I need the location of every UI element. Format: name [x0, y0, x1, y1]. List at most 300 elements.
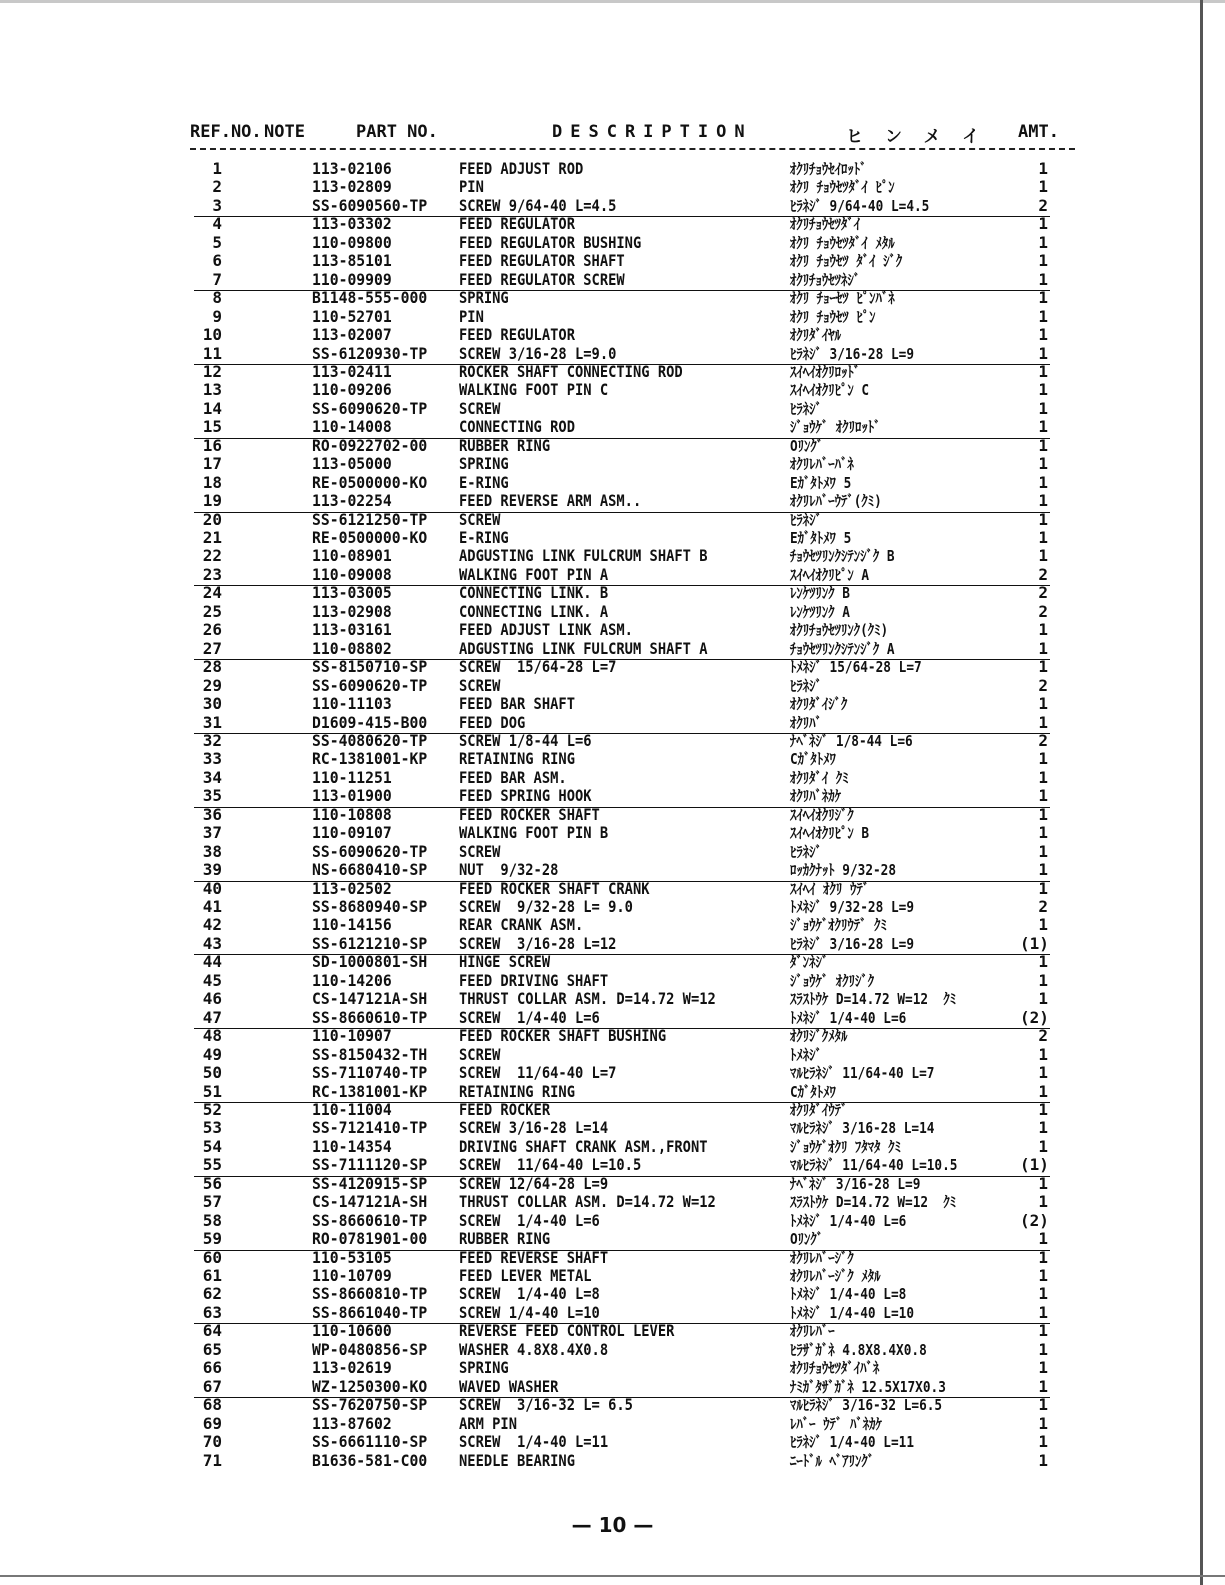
- header-note: NOTE: [264, 122, 305, 142]
- part-number-cell: 110-10907: [312, 1026, 392, 1046]
- amount-cell: 1: [1038, 804, 1048, 824]
- amount-cell: (2): [1020, 1007, 1049, 1027]
- ref-cell: 5: [212, 232, 222, 252]
- description-cell: SCREW: [459, 398, 501, 418]
- kana-name-cell: ｽｲﾍｲ ｵｸﾘ ｳﾃﾞ: [790, 879, 870, 898]
- table-row: [0, 1359, 1225, 1378]
- part-number-cell: SS-7110740-TP: [312, 1063, 428, 1083]
- part-number-cell: 113-02007: [312, 325, 392, 345]
- table-row: [0, 1341, 1225, 1360]
- table-row: [0, 289, 1225, 308]
- part-number-cell: SS-7111120-SP: [312, 1155, 428, 1175]
- kana-name-cell: ﾄﾒﾈｼﾞ 1/4-40 L=6: [790, 1008, 907, 1027]
- part-number-cell: 110-08802: [312, 638, 392, 658]
- description-cell: SPRING: [459, 1358, 509, 1378]
- description-cell: SCREW: [459, 841, 501, 861]
- ref-cell: 58: [202, 1210, 222, 1230]
- ref-cell: 42: [202, 915, 222, 935]
- kana-name-cell: ｵｸﾘ ﾁｮｳｾﾂ ﾀﾞｲ ｼﾞｸ: [790, 252, 903, 271]
- table-row: [0, 363, 1225, 382]
- group-separator: [194, 438, 1050, 439]
- table-row: [0, 566, 1225, 585]
- part-number-cell: SS-8680940-SP: [312, 897, 428, 916]
- description-cell: PIN: [459, 306, 484, 326]
- kana-name-cell: ｵｸﾘﾁｮｳｾｲﾛｯﾄﾞ: [790, 160, 867, 178]
- ref-cell: 16: [202, 435, 222, 455]
- kana-name-cell: ﾏﾙﾋﾗﾈｼﾞ 11/64-40 L=10.5: [790, 1156, 958, 1175]
- table-row: [0, 474, 1225, 493]
- ref-cell: 15: [202, 417, 222, 437]
- description-cell: SCREW 9/32-28 L= 9.0: [459, 897, 633, 916]
- kana-name-cell: ﾚﾝｹﾂﾘﾝｸ A: [790, 602, 850, 621]
- kana-name-cell: ﾆｰﾄﾞﾙ ﾍﾞｱﾘﾝｸﾞ: [790, 1451, 875, 1470]
- header-refno: REF.NO.: [190, 122, 262, 142]
- amount-cell: 2: [1038, 601, 1048, 621]
- table-row: [0, 1175, 1225, 1194]
- kana-name-cell: ｼﾞｮｳｹﾞ ｵｸﾘﾛｯﾄﾞ: [790, 418, 881, 437]
- table-row: [0, 861, 1225, 880]
- amount-cell: 1: [1038, 712, 1048, 732]
- group-separator: [194, 881, 1050, 882]
- amount-cell: 1: [1038, 398, 1048, 418]
- amount-cell: 1: [1038, 528, 1048, 547]
- part-number-cell: 110-09008: [312, 564, 392, 584]
- table-row: [0, 1396, 1225, 1415]
- description-cell: FEED ADJUST LINK ASM.: [459, 620, 633, 640]
- group-separator: [194, 659, 1050, 660]
- group-separator: [194, 1250, 1050, 1251]
- amount-cell: 1: [1038, 343, 1048, 363]
- part-number-cell: SS-6090560-TP: [312, 195, 428, 215]
- kana-name-cell: ｵｸﾘﾁｮｳｾﾂﾘﾝｸ(ｸﾐ): [790, 621, 889, 640]
- part-number-cell: 113-03005: [312, 583, 392, 603]
- kana-name-cell: ﾋﾗﾈｼﾞ: [790, 842, 822, 861]
- ref-cell: 33: [202, 749, 222, 769]
- description-cell: FEED BAR SHAFT: [459, 694, 575, 714]
- part-number-cell: SS-6090620-TP: [312, 675, 428, 695]
- part-number-cell: SD-1000801-SH: [312, 952, 428, 972]
- kana-name-cell: ｵｸﾘ ﾁｮｳｾﾂﾀﾞｲ ﾋﾟﾝ: [790, 178, 895, 197]
- table-row: [0, 640, 1225, 659]
- ref-cell: 49: [202, 1044, 222, 1064]
- table-row: [0, 1378, 1225, 1397]
- amount-cell: 1: [1038, 989, 1048, 1009]
- kana-name-cell: ﾏﾙﾋﾗﾈｼﾞ 11/64-40 L=7: [790, 1064, 935, 1083]
- table-row: [0, 1249, 1225, 1268]
- amount-cell: 1: [1038, 1099, 1048, 1119]
- amount-cell: 1: [1038, 306, 1048, 326]
- part-number-cell: 110-09206: [312, 380, 392, 400]
- ref-cell: 9: [212, 306, 222, 326]
- ref-cell: 47: [202, 1007, 222, 1027]
- description-cell: ROCKER SHAFT CONNECTING ROD: [459, 361, 683, 381]
- kana-name-cell: ｵｸﾘﾀﾞｲ ｸﾐ: [790, 768, 849, 787]
- kana-name-cell: ｵｸﾘﾚﾊﾞｰｳﾃﾞ(ｸﾐ): [790, 492, 882, 511]
- ref-cell: 45: [202, 970, 222, 990]
- kana-name-cell: ｵｸﾘﾊﾞﾈｶｹ: [790, 787, 842, 806]
- ref-cell: 21: [202, 528, 222, 547]
- amount-cell: 1: [1038, 1081, 1048, 1101]
- description-cell: REAR CRANK ASM.: [459, 915, 584, 935]
- table-row: [0, 603, 1225, 622]
- table-row: [0, 234, 1225, 253]
- table-row: [0, 547, 1225, 566]
- part-number-cell: 113-02411: [312, 361, 392, 381]
- kana-name-cell: Oﾘﾝｸﾞ: [790, 1230, 824, 1249]
- part-number-cell: 110-14206: [312, 970, 392, 990]
- table-row: [0, 1138, 1225, 1157]
- kana-name-cell: ｵｸﾘﾀﾞｲﾔﾙ: [790, 326, 842, 345]
- description-cell: SCREW: [459, 1044, 501, 1064]
- amount-cell: 1: [1038, 1284, 1048, 1304]
- part-number-cell: SS-6120930-TP: [312, 343, 428, 363]
- part-number-cell: RE-0500000-KO: [312, 472, 428, 492]
- part-number-cell: 110-11103: [312, 694, 392, 714]
- group-separator: [194, 1176, 1050, 1177]
- part-number-cell: 113-05000: [312, 454, 392, 474]
- table-row: [0, 215, 1225, 234]
- description-cell: SCREW 12/64-28 L=9: [459, 1173, 609, 1193]
- part-number-cell: 110-11004: [312, 1099, 392, 1119]
- description-cell: FEED REGULATOR BUSHING: [459, 232, 642, 252]
- table-row: [0, 806, 1225, 825]
- header-kana: ヒンメイ: [846, 127, 1002, 147]
- description-cell: RUBBER RING: [459, 435, 551, 455]
- part-number-cell: 113-03302: [312, 214, 392, 234]
- amount-cell: 1: [1038, 1376, 1048, 1396]
- part-number-cell: 110-14008: [312, 417, 392, 437]
- part-number-cell: B1148-555-000: [312, 288, 428, 308]
- amount-cell: 2: [1038, 675, 1048, 695]
- part-number-cell: RE-0500000-KO: [312, 528, 428, 547]
- ref-cell: 65: [202, 1339, 222, 1359]
- table-row: [0, 1101, 1225, 1120]
- part-number-cell: SS-4120915-SP: [312, 1173, 428, 1193]
- ref-cell: 62: [202, 1284, 222, 1304]
- ref-cell: 26: [202, 620, 222, 640]
- ref-cell: 7: [212, 269, 222, 289]
- amount-cell: 1: [1038, 749, 1048, 769]
- description-cell: SCREW 9/64-40 L=4.5: [459, 195, 617, 215]
- kana-name-cell: ﾋﾗｻﾞｶﾞﾈ 4.8X8.4X0.8: [790, 1340, 927, 1359]
- kana-name-cell: ｵｸﾘﾚﾊﾞｰｼﾞｸ ﾒﾀﾙ: [790, 1267, 881, 1285]
- part-number-cell: SS-6121250-TP: [312, 509, 428, 529]
- table-row: [0, 1046, 1225, 1065]
- amount-cell: 1: [1038, 620, 1048, 640]
- amount-cell: 1: [1038, 638, 1048, 658]
- description-cell: SCREW 1/4-40 L=6: [459, 1210, 600, 1230]
- amount-cell: 2: [1038, 897, 1048, 916]
- kana-name-cell: ﾛｯｶｸﾅｯﾄ 9/32-28: [790, 861, 897, 880]
- part-number-cell: 113-85101: [312, 251, 392, 271]
- description-cell: ADGUSTING LINK FULCRUM SHAFT B: [459, 546, 708, 566]
- kana-name-cell: ﾄﾒﾈｼﾞ 1/4-40 L=8: [790, 1285, 907, 1304]
- amount-cell: 1: [1038, 841, 1048, 861]
- table-row: [0, 1433, 1225, 1452]
- table-row: [0, 787, 1225, 806]
- ref-cell: 29: [202, 675, 222, 695]
- description-cell: THRUST COLLAR ASM. D=14.72 W=12: [459, 1192, 716, 1212]
- amount-cell: 1: [1038, 417, 1048, 437]
- kana-name-cell: ｵｸﾘﾀﾞｲｼﾞｸ: [790, 695, 848, 714]
- ref-cell: 61: [202, 1266, 222, 1285]
- table-row: [0, 732, 1225, 751]
- amount-cell: 1: [1038, 1136, 1048, 1156]
- description-cell: NUT 9/32-28: [459, 860, 559, 880]
- table-row: [0, 990, 1225, 1009]
- kana-name-cell: ｽﾗｽﾄｳｹ D=14.72 W=12 ｸﾐ: [790, 990, 957, 1009]
- description-cell: ARM PIN: [459, 1413, 517, 1433]
- header-description: DESCRIPTION: [552, 122, 753, 142]
- description-cell: SCREW 11/64-40 L=10.5: [459, 1155, 642, 1175]
- description-cell: WAVED WASHER: [459, 1376, 559, 1396]
- kana-name-cell: ﾋﾗﾈｼﾞ 9/64-40 L=4.5: [790, 196, 930, 215]
- table-row: [0, 935, 1225, 954]
- description-cell: RETAINING RING: [459, 1081, 575, 1101]
- group-separator: [194, 954, 1050, 955]
- ref-cell: 32: [202, 730, 222, 750]
- description-cell: ADGUSTING LINK FULCRUM SHAFT A: [459, 638, 708, 658]
- table-row: [0, 824, 1225, 843]
- ref-cell: 28: [202, 657, 222, 677]
- group-separator: [194, 364, 1050, 365]
- ref-cell: 50: [202, 1063, 222, 1083]
- part-number-cell: SS-8150710-SP: [312, 657, 428, 677]
- description-cell: FEED REGULATOR SCREW: [459, 269, 625, 289]
- amount-cell: 1: [1038, 251, 1048, 271]
- kana-name-cell: ﾋﾗﾈｼﾞ: [790, 399, 822, 418]
- description-cell: FEED LEVER METAL: [459, 1266, 592, 1285]
- part-number-cell: 110-52701: [312, 306, 392, 326]
- table-row: [0, 455, 1225, 474]
- kana-name-cell: ﾄﾒﾈｼﾞ 15/64-28 L=7: [790, 658, 922, 677]
- ref-cell: 53: [202, 1118, 222, 1138]
- kana-name-cell: ｽｲﾍｲｵｸﾘｼﾞｸ: [790, 805, 854, 824]
- table-row: [0, 529, 1225, 548]
- amount-cell: 1: [1038, 657, 1048, 677]
- table-row: [0, 1285, 1225, 1304]
- amount-cell: 1: [1038, 435, 1048, 455]
- kana-name-cell: ｵｸﾘﾊﾞ: [790, 713, 822, 732]
- description-cell: FEED DRIVING SHAFT: [459, 970, 609, 990]
- part-number-cell: SS-6090620-TP: [312, 841, 428, 861]
- amount-cell: 1: [1038, 823, 1048, 843]
- description-cell: SCREW: [459, 675, 501, 695]
- ref-cell: 24: [202, 583, 222, 603]
- description-cell: FEED DOG: [459, 712, 526, 732]
- description-cell: FEED REGULATOR: [459, 325, 575, 345]
- kana-name-cell: ｵｸﾘ ﾁｮｰｾﾂ ﾋﾟﾝﾊﾞﾈ: [790, 289, 895, 308]
- table-row: [0, 880, 1225, 899]
- kana-name-cell: ﾏﾙﾋﾗﾈｼﾞ 3/16-28 L=14: [790, 1119, 935, 1138]
- ref-cell: 3: [212, 195, 222, 215]
- description-cell: SCREW 1/4-40 L=11: [459, 1432, 609, 1452]
- table-row: [0, 178, 1225, 197]
- amount-cell: 1: [1038, 1192, 1048, 1212]
- part-number-cell: 113-02502: [312, 878, 392, 898]
- amount-cell: 1: [1038, 1395, 1048, 1415]
- table-row: [0, 1027, 1225, 1046]
- group-separator: [194, 290, 1050, 291]
- table-row: [0, 345, 1225, 364]
- amount-cell: 1: [1038, 325, 1048, 345]
- table-row: [0, 1193, 1225, 1212]
- amount-cell: 1: [1038, 288, 1048, 308]
- kana-name-cell: ﾋﾗﾈｼﾞ: [790, 510, 822, 529]
- amount-cell: 1: [1038, 454, 1048, 474]
- part-number-cell: WZ-1250300-KO: [312, 1376, 428, 1396]
- ref-cell: 59: [202, 1229, 222, 1249]
- part-number-cell: SS-7620750-SP: [312, 1395, 428, 1415]
- amount-cell: 1: [1038, 1339, 1048, 1359]
- ref-cell: 17: [202, 454, 222, 474]
- ref-cell: 11: [202, 343, 222, 363]
- description-cell: SPRING: [459, 288, 509, 308]
- part-number-cell: RO-0922702-00: [312, 435, 428, 455]
- kana-name-cell: ﾚﾝｹﾂﾘﾝｸ B: [790, 584, 850, 603]
- ref-cell: 41: [202, 897, 222, 916]
- description-cell: WALKING FOOT PIN A: [459, 564, 609, 584]
- kana-name-cell: ﾀﾞﾝﾈｼﾞ: [790, 953, 829, 972]
- kana-name-cell: ｵｸﾘﾚﾊﾞｰ: [790, 1322, 835, 1341]
- part-number-cell: SS-4080620-TP: [312, 730, 428, 750]
- kana-name-cell: Oﾘﾝｸﾞ: [790, 436, 824, 455]
- description-cell: THRUST COLLAR ASM. D=14.72 W=12: [459, 989, 716, 1009]
- amount-cell: 1: [1038, 970, 1048, 990]
- kana-name-cell: ｽｲﾍｲｵｸﾘﾛｯﾄﾞ: [790, 362, 861, 381]
- part-number-cell: CS-147121A-SH: [312, 989, 428, 1009]
- amount-cell: 1: [1038, 786, 1048, 806]
- table-row: [0, 252, 1225, 271]
- description-cell: CONNECTING LINK. B: [459, 583, 609, 603]
- top-edge-line: [0, 0, 1225, 3]
- group-separator: [194, 585, 1050, 586]
- description-cell: FEED ROCKER: [459, 1099, 551, 1119]
- ref-cell: 6: [212, 251, 222, 271]
- group-separator: [194, 807, 1050, 808]
- table-row: [0, 400, 1225, 419]
- amount-cell: 1: [1038, 1413, 1048, 1433]
- description-cell: FEED BAR ASM.: [459, 767, 567, 787]
- ref-cell: 40: [202, 878, 222, 898]
- ref-cell: 38: [202, 841, 222, 861]
- kana-name-cell: ｽｲﾍｲｵｸﾘﾋﾟﾝ A: [790, 565, 870, 584]
- amount-cell: 1: [1038, 1321, 1048, 1341]
- description-cell: FEED ROCKER SHAFT CRANK: [459, 878, 650, 898]
- amount-cell: 1: [1038, 380, 1048, 400]
- group-separator: [194, 1028, 1050, 1029]
- description-cell: SCREW 1/4-40 L=10: [459, 1302, 600, 1322]
- ref-cell: 46: [202, 989, 222, 1009]
- description-cell: FEED ROCKER SHAFT: [459, 804, 600, 824]
- kana-name-cell: ﾄﾒﾈｼﾞ 9/32-28 L=9: [790, 898, 914, 916]
- table-row: [0, 972, 1225, 991]
- kana-name-cell: ｼﾞｮｳｹﾞ ｵｸﾘｼﾞｸ: [790, 971, 875, 990]
- ref-cell: 14: [202, 398, 222, 418]
- ref-cell: 52: [202, 1099, 222, 1119]
- amount-cell: 1: [1038, 860, 1048, 880]
- table-row: [0, 658, 1225, 677]
- table-row: [0, 1119, 1225, 1138]
- description-cell: WALKING FOOT PIN B: [459, 823, 609, 843]
- table-row: [0, 326, 1225, 345]
- part-number-cell: 113-03161: [312, 620, 392, 640]
- table-row: [0, 695, 1225, 714]
- kana-name-cell: ﾋﾗﾈｼﾞ 1/4-40 L=11: [790, 1433, 914, 1452]
- description-cell: RUBBER RING: [459, 1229, 551, 1249]
- ref-cell: 66: [202, 1358, 222, 1378]
- part-number-cell: 113-02619: [312, 1358, 392, 1378]
- table-row: [0, 437, 1225, 456]
- kana-name-cell: ﾚﾊﾞｰ ｳﾃﾞ ﾊﾞﾈｶｹ: [790, 1414, 882, 1433]
- description-cell: SCREW 1/4-40 L=6: [459, 1007, 600, 1027]
- description-cell: CONNECTING ROD: [459, 417, 575, 437]
- part-number-cell: SS-8660610-TP: [312, 1007, 428, 1027]
- table-row: [0, 1009, 1225, 1028]
- amount-cell: 1: [1038, 1302, 1048, 1322]
- part-number-cell: 110-09107: [312, 823, 392, 843]
- description-cell: SCREW 1/8-44 L=6: [459, 730, 592, 750]
- table-row: [0, 898, 1225, 917]
- amount-cell: 1: [1038, 232, 1048, 252]
- description-cell: SCREW 11/64-40 L=7: [459, 1063, 617, 1083]
- kana-name-cell: ｼﾞｮｳｹﾞｵｸﾘ ﾌﾀﾏﾀ ｸﾐ: [790, 1137, 901, 1156]
- part-number-cell: 110-10709: [312, 1266, 392, 1285]
- ref-cell: 10: [202, 325, 222, 345]
- table-row: [0, 953, 1225, 972]
- description-cell: FEED REGULATOR: [459, 214, 575, 234]
- part-number-cell: SS-8150432-TH: [312, 1044, 428, 1064]
- description-cell: SCREW 3/16-32 L= 6.5: [459, 1395, 633, 1415]
- ref-cell: 23: [202, 564, 222, 584]
- description-cell: WALKING FOOT PIN C: [459, 380, 609, 400]
- description-cell: SCREW 3/16-28 L=14: [459, 1118, 609, 1138]
- ref-cell: 69: [202, 1413, 222, 1433]
- amount-cell: 1: [1038, 915, 1048, 935]
- description-cell: SCREW 1/4-40 L=8: [459, 1284, 600, 1304]
- ref-cell: 43: [202, 933, 222, 953]
- ref-cell: 8: [212, 288, 222, 308]
- kana-name-cell: ﾋﾗﾈｼﾞ 3/16-28 L=9: [790, 934, 914, 953]
- kana-name-cell: ｽﾗｽﾄｳｹ D=14.72 W=12 ｸﾐ: [790, 1193, 957, 1212]
- ref-cell: 67: [202, 1376, 222, 1396]
- kana-name-cell: ﾄﾒﾈｼﾞ 1/4-40 L=10: [790, 1303, 914, 1322]
- ref-cell: 64: [202, 1321, 222, 1341]
- ref-cell: 55: [202, 1155, 222, 1175]
- kana-name-cell: ｵｸﾘ ﾁｮｳｾﾂ ﾋﾟﾝ: [790, 307, 876, 326]
- kana-name-cell: ﾁｮｳｾﾂﾘﾝｸｼﾃﾝｼﾞｸ A: [790, 639, 895, 658]
- kana-name-cell: ｽｲﾍｲｵｸﾘﾋﾟﾝ B: [790, 824, 870, 843]
- amount-cell: 1: [1038, 952, 1048, 972]
- kana-name-cell: ｽｲﾍｲｵｸﾘﾋﾟﾝ C: [790, 381, 870, 400]
- header-divider: [190, 148, 1075, 150]
- kana-name-cell: ﾅﾐｶﾞﾀｻﾞｶﾞﾈ 12.5X17X0.3: [790, 1377, 946, 1396]
- part-number-cell: SS-8661040-TP: [312, 1302, 428, 1322]
- description-cell: RETAINING RING: [459, 749, 575, 769]
- ref-cell: 2: [212, 177, 222, 197]
- part-number-cell: 110-53105: [312, 1247, 392, 1267]
- description-cell: HINGE SCREW: [459, 952, 551, 972]
- part-number-cell: RC-1381001-KP: [312, 1081, 428, 1101]
- ref-cell: 37: [202, 823, 222, 843]
- ref-cell: 71: [202, 1450, 222, 1470]
- amount-cell: 2: [1038, 195, 1048, 215]
- ref-cell: 54: [202, 1136, 222, 1156]
- table-row: [0, 1230, 1225, 1249]
- part-number-cell: 110-09909: [312, 269, 392, 289]
- kana-name-cell: ｵｸﾘﾚﾊﾞｰｼﾞｸ: [790, 1248, 854, 1267]
- part-number-cell: 113-02809: [312, 177, 392, 197]
